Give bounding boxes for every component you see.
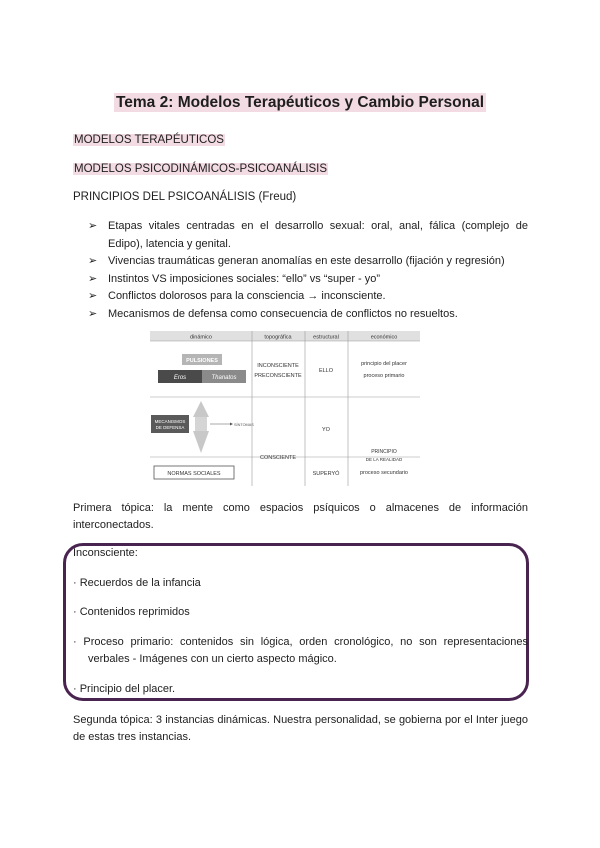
arrow-bullet-icon: ➢ [88, 290, 98, 302]
box-item: · Proceso primario: contenidos sin lógica, orden cronológico, no son representaciones [73, 636, 528, 648]
header-topografica: topográfica [264, 334, 292, 341]
de-la-realidad-label: DE LA REALIDAD [365, 457, 403, 462]
box-item: · Recuerdos de la infancia [73, 577, 201, 589]
normas-sociales-label: NORMAS SOCIALES [167, 471, 221, 477]
proceso-secundario-label: proceso secundario [359, 470, 409, 476]
box-heading: Inconsciente: [73, 547, 138, 559]
list-item [88, 253, 528, 271]
list-item-text: Etapas vitales centradas en el desarrollo sexual: oral, anal, fálica (complejo de Edipo), latencia y genital. [108, 220, 528, 250]
box-item: · Principio del placer. [73, 683, 176, 695]
principles-heading: PRINCIPIOS DEL PSICOANÁLISIS (Freud) [73, 191, 297, 203]
eros-label: Eros [173, 375, 187, 381]
section-heading-psicodinamicos: MODELOS PSICODINÁMICOS-PSICOANÁLISIS [74, 163, 328, 175]
principles-list [88, 218, 528, 323]
list-item-text: Conflictos dolorosos para la consciencia → inconsciente. [108, 290, 386, 302]
document-title [0, 94, 600, 112]
pulsiones-label: PULSIONES [186, 358, 218, 364]
list-item-text: Vivencias traumáticas generan anomalías en este desarrollo (fijación y regresión) [108, 255, 505, 267]
thanatos-label: Thanatos [211, 375, 237, 381]
segunda-topica-paragraph: Segunda tópica: 3 instancias dinámicas. Nuestra personalidad, se gobierna por el Inter juego de estas tres instancias. [73, 714, 528, 743]
yo-label: YO [322, 427, 330, 433]
arrow-bullet-icon: ➢ [88, 272, 98, 285]
header-economico: económico [370, 334, 398, 341]
proceso-primario-label: proceso primario [363, 373, 405, 379]
list-item [88, 218, 528, 253]
page-title: Tema 2: Modelos Terapéuticos y Cambio Personal [115, 94, 485, 111]
header-dinamico: dinámico [189, 334, 213, 341]
mecanismos-box [151, 415, 189, 433]
list-item [88, 271, 528, 289]
mecanismos-label: MECANISMOS [154, 419, 186, 424]
de-defensa-label: DE DEFENSA [155, 425, 185, 430]
freud-topics-diagram [150, 331, 420, 486]
ello-label: ELLO [318, 368, 334, 374]
principio-placer-label: principio del placer [361, 361, 407, 367]
arrow-bullet-icon: ➢ [88, 307, 98, 320]
list-item-text: Instintos VS imposiciones sociales: “ello” vs “super - yo” [108, 272, 381, 285]
header-estructural: estructural [313, 334, 339, 341]
preconsciente-label: PRECONSCIENTE [254, 373, 302, 379]
arrow-bullet-icon: ➢ [88, 255, 98, 267]
list-item [88, 288, 528, 306]
arrow-bullet-icon: ➢ [88, 220, 98, 232]
box-item-continuation: verbales - Imágenes con un cierto aspecto mágico. [88, 653, 337, 665]
list-item [88, 306, 528, 324]
section-heading-modelos-terapeuticos: MODELOS TERAPÉUTICOS [74, 134, 224, 146]
list-item-text: Mecanismos de defensa como consecuencia de conflictos no resueltos. [108, 307, 458, 320]
inconsciente-box [63, 543, 529, 701]
sintomas-label: SÍNTOMAS [234, 423, 254, 427]
defense-bar [195, 417, 207, 431]
box-item: · Contenidos reprimidos [73, 606, 190, 618]
principio-label: PRINCIPIO [371, 449, 397, 455]
consciente-label: CONSCIENTE [259, 455, 297, 461]
inconsciente-label: INCONSCIENTE [257, 363, 299, 369]
primera-topica-paragraph: Primera tópica: la mente como espacios psíquicos o almacenes de información interconectados. [73, 502, 528, 531]
superyo-label: SUPERYÓ [312, 471, 340, 477]
